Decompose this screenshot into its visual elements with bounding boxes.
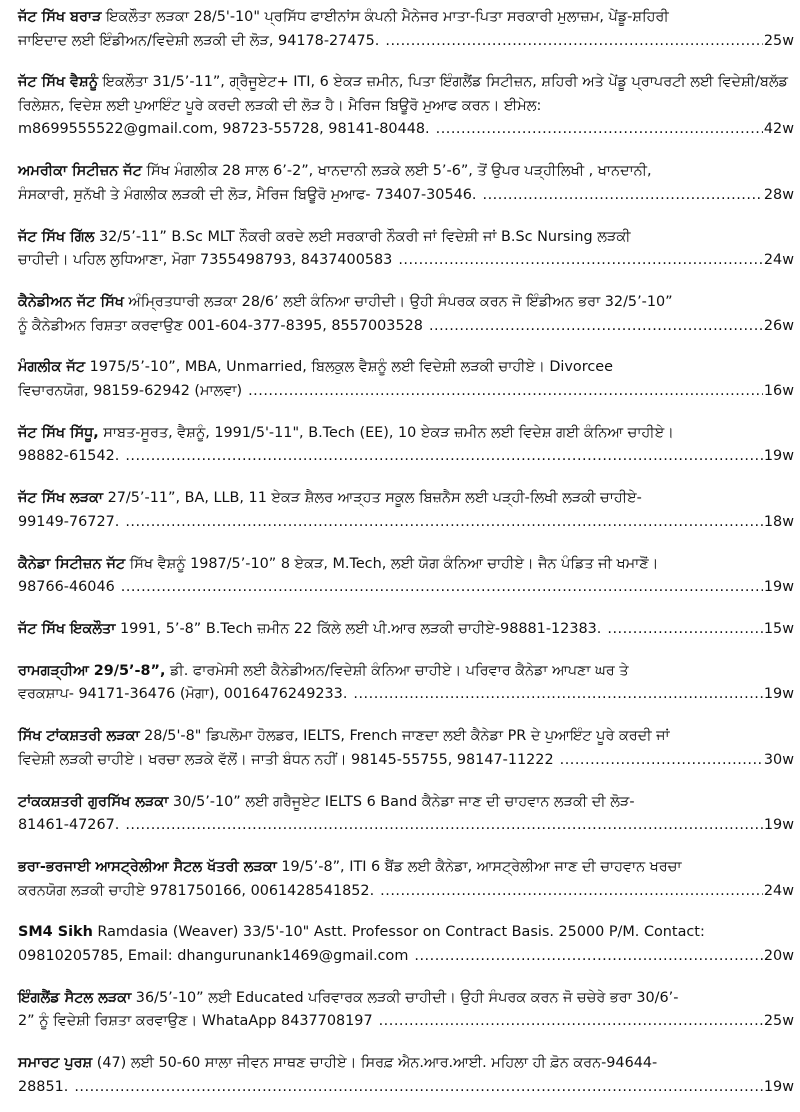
- dot-leader: [385, 30, 763, 54]
- ad-tail: 2” ਨੂੰ ਵਿਦੇਸ਼ੀ ਰਿਸ਼ਤਾ ਕਰਵਾਉਣ। WhataApp 8437708197: [18, 1013, 373, 1030]
- ad-last-line: [18, 945, 794, 969]
- ad-tail: ਵਿਚਾਰਨਯੋਗ, 98159-62942 (ਮਾਲਵਾ): [18, 382, 243, 399]
- ad-last-line: [18, 249, 794, 273]
- ad-tail: ਨੂੰ ਕੈਨੇਡੀਅਨ ਰਿਸ਼ਤਾ ਕਰਵਾਉਣ 001-604-377-8395, 8557003528: [18, 317, 423, 334]
- ad-tail: ਵਰਕਸ਼ਾਪ- 94171-36476 (ਮੋਗਾ), 0016476249233.: [18, 686, 348, 703]
- ad-item: [18, 553, 794, 600]
- ad-body: ਸਾਬਤ-ਸੂਰਤ, ਵੈਸ਼ਨੂੰ, 1991/5'-11", B.Tech (EE), 10 ਏਕੜ ਜ਼ਮੀਨ ਲਈ ਵਿਦੇਸ਼ ਗਈ ਕੰਨਿਆ ਚਾਹੀਏ।: [98, 424, 674, 441]
- ad-body: 19/5’-8”, ITI 6 ਬੈਂਡ ਲਈ ਕੈਨੇਡਾ, ਆਸਟ੍ਰੇਲੀਆ ਜਾਣ ਦੀ ਚਾਹਵਾਨ ਖਰਚਾ: [276, 859, 682, 876]
- ad-word-count: 26w: [763, 317, 794, 334]
- ad-heading: ਜੱਟ ਸਿੱਖ ਲੜਕਾ: [18, 490, 104, 507]
- ad-text: [18, 487, 794, 511]
- dot-leader: [414, 945, 763, 969]
- ad-word-count: 24w: [763, 882, 794, 899]
- ad-tail: m8699555522@gmail.com, 98723-55728, 98141-80448.: [18, 121, 430, 138]
- dot-leader: [379, 1010, 763, 1034]
- ad-heading: ਜੱਟ ਸਿੱਖ ਬਰਾੜ: [18, 9, 102, 25]
- ad-item: [18, 987, 794, 1034]
- ad-item: [18, 356, 794, 403]
- ad-text: [18, 356, 794, 380]
- ad-heading: SM4 Sikh: [18, 924, 93, 941]
- ad-word-count: 19w: [763, 579, 794, 596]
- ad-text: [18, 791, 794, 815]
- ad-body: ਸਿੱਖ ਵੈਸ਼ਨੂੰ 1987/5’-10” 8 ਏਕੜ, M.Tech, ਲਈ ਯੋਗ ਕੰਨਿਆ ਚਾਹੀਏ। ਜੈਨ ਪੰਡਿਤ ਜੀ ਖਮਾਣੋਂ।: [125, 555, 659, 572]
- ad-text: [18, 725, 794, 749]
- ad-tail: 28851.: [18, 1078, 69, 1095]
- ad-item: [18, 291, 794, 338]
- dot-leader: [121, 576, 763, 600]
- ad-last-line: [18, 618, 794, 642]
- ad-body: 32/5’-11” B.Sc MLT ਨੌਕਰੀ ਕਰਦੇ ਲਈ ਸਰਕਾਰੀ ਨੌਕਰੀ ਜਾਂ ਵਿਦੇਸ਼ੀ ਜਾਂ B.Sc Nursing ਲੜਕੀ: [94, 228, 631, 245]
- ad-heading: ਭਰਾ-ਭਰਜਾਈ ਆਸਟ੍ਰੇਲੀਆ ਸੈਟਲ ਖੱਤਰੀ ਲੜਕਾ: [18, 859, 277, 876]
- ad-last-line: [18, 380, 794, 404]
- ad-text: [18, 6, 794, 30]
- ad-last-line: [18, 445, 794, 469]
- ad-tail: ਚਾਹੀਦੀ। ਪਹਿਲ ਲੁਧਿਆਣਾ, ਮੋਗਾ 7355498793, 8437400583: [18, 252, 393, 269]
- ad-last-line: [18, 30, 794, 54]
- dot-leader: [483, 184, 763, 208]
- ad-text: [18, 422, 794, 446]
- ad-body: (47) ਲਈ 50-60 ਸਾਲਾ ਜੀਵਨ ਸਾਥਣ ਚਾਹੀਏ। ਸਿਰਫ਼ ਐਨ.ਆਰ.ਆਈ. ਮਹਿਲਾ ਹੀ ਫ਼ੋਨ ਕਰਨ-94644-: [92, 1055, 658, 1072]
- dot-leader: [607, 618, 763, 642]
- ad-heading: ਜੱਟ ਸਿੱਖ ਗਿੱਲ: [18, 228, 95, 245]
- ad-item: [18, 160, 794, 207]
- ad-last-line: [18, 184, 794, 208]
- ad-body: 28/5'-8" ਡਿਪਲੋਮਾ ਹੋਲਡਰ, IELTS, French ਜਾਣਦਾ ਲਈ ਕੈਨੇਡਾ PR ਦੇ ਪੁਆਇੰਟ ਪੂਰੇ ਕਰਦੀ ਜਾਂ: [139, 728, 670, 745]
- dot-leader: [429, 315, 763, 339]
- ad-heading: ਜੱਟ ਸਿੱਖ ਵੈਸ਼ਨੂੰ: [18, 74, 98, 91]
- dot-leader: [560, 749, 763, 773]
- ad-heading: ਟਾਂਕਕਸ਼ਤਰੀ ਗੁਰਸਿੱਖ ਲੜਕਾ: [18, 793, 169, 810]
- ad-word-count: 19w: [763, 817, 794, 834]
- ad-item: [18, 921, 794, 968]
- ad-body: 30/5’-10” ਲਈ ਗਰੈਜੂਏਟ IELTS 6 Band ਕੈਨੇਡਾ ਜਾਣ ਦੀ ਚਾਹਵਾਨ ਲੜਕੀ ਦੀ ਲੋੜ-: [168, 793, 635, 810]
- ad-word-count: 19w: [763, 448, 794, 465]
- ad-last-line: [18, 1010, 794, 1034]
- ad-word-count: 28w: [763, 186, 794, 203]
- ad-word-count: 24w: [763, 252, 794, 269]
- ad-body: ਡੀ. ਫਾਰਮੇਸੀ ਲਈ ਕੈਨੇਡੀਅਨ/ਵਿਦੇਸ਼ੀ ਕੰਨਿਆ ਚਾਹੀਏ। ਪਰਿਵਾਰ ਕੈਨੇਡਾ ਆਪਣਾ ਘਰ ਤੇ: [165, 662, 629, 679]
- dot-leader: [436, 118, 763, 142]
- ad-heading: ਕੈਨੇਡਾ ਸਿਟੀਜ਼ਨ ਜੱਟ: [18, 555, 126, 572]
- ad-last-line: [18, 749, 794, 773]
- ad-body: ਸਿੱਖ ਮੰਗਲੀਕ 28 ਸਾਲ 6’-2”, ਖਾਨਦਾਨੀ ਲੜਕੇ ਲਈ 5’-6”, ਤੋਂ ਉਪਰ ਪੜ੍ਹੀਲਿਖੀ , ਖਾਨਦਾਨੀ,: [141, 163, 652, 180]
- dot-leader: [125, 511, 763, 535]
- dot-leader: [353, 683, 763, 707]
- ad-body: 27/5’-11”, BA, LLB, 11 ਏਕੜ ਸ਼ੈਲਰ ਆੜ੍ਹਤ ਸਕੂਲ ਬਿਜ਼ਨੈਸ ਲਈ ਪੜ੍ਹੀ-ਲਿਖੀ ਲੜਕੀ ਚਾਹੀਏ-: [103, 490, 642, 507]
- ad-word-count: 20w: [763, 947, 794, 964]
- ad-last-line: [18, 576, 794, 600]
- matrimonial-ads-list: [18, 6, 794, 1099]
- ad-tail: 98766-46046: [18, 579, 115, 596]
- ad-word-count: 16w: [763, 382, 794, 399]
- dot-leader: [125, 445, 763, 469]
- ad-heading: ਮੰਗਲੀਕ ਜੱਟ: [18, 359, 85, 376]
- ad-text: [18, 856, 794, 880]
- ad-body: ਇਕਲੌਤਾ ਲੜਕਾ 28/5'-10" ਪ੍ਰਸਿੱਧ ਫਾਈਨਾਂਸ ਕੰਪਨੀ ਮੈਨੇਜਰ ਮਾਤਾ-ਪਿਤਾ ਸਰਕਾਰੀ ਮੁਲਾਜ਼ਮ, ਪੇਂਡੂ-ਸ਼ਹਿਰੀ: [101, 9, 669, 25]
- ad-heading: ਜੱਟ ਸਿੱਖ ਸਿੱਧੂ,: [18, 424, 99, 441]
- ad-item: [18, 226, 794, 273]
- ad-word-count: 25w: [763, 1013, 794, 1030]
- dot-leader: [125, 814, 763, 838]
- ad-item: [18, 618, 794, 642]
- dot-leader: [398, 249, 763, 273]
- ad-last-line: [18, 683, 794, 707]
- ad-last-line: [18, 511, 794, 535]
- ad-body: ਅੰਮ੍ਰਿਤਧਾਰੀ ਲੜਕਾ 28/6’ ਲਈ ਕੰਨਿਆ ਚਾਹੀਦੀ। ਉਹੀ ਸੰਪਰਕ ਕਰਨ ਜੋ ਇੰਡੀਅਨ ਭਰਾ 32/5’-10”: [123, 294, 673, 311]
- ad-word-count: 30w: [763, 751, 794, 768]
- ad-heading: ਕੈਨੇਡੀਅਨ ਜੱਟ ਸਿੱਖ: [18, 294, 124, 311]
- dot-leader: [74, 1076, 763, 1100]
- ad-item: [18, 422, 794, 469]
- ad-text: [18, 71, 794, 118]
- ad-text: [18, 1052, 794, 1076]
- ad-heading: ਅਮਰੀਕਾ ਸਿਟੀਜ਼ਨ ਜੱਟ: [18, 163, 142, 180]
- ad-tail: ਜਾਇਦਾਦ ਲਈ ਇੰਡੀਅਨ/ਵਿਦੇਸ਼ੀ ਲੜਕੀ ਦੀ ਲੋੜ, 94178-27475.: [18, 32, 380, 49]
- ad-text: [18, 553, 794, 577]
- ad-body: 1975/5’-10”, MBA, Unmarried, ਬਿਲਕੁਲ ਵੈਸ਼ਨੂੰ ਲਈ ਵਿਦੇਸ਼ੀ ਲੜਕੀ ਚਾਹੀਏ। Divorcee: [85, 359, 613, 376]
- ad-item: [18, 6, 794, 53]
- ad-heading: ਸਿੱਖ ਟਾਂਕਸ਼ਤਰੀ ਲੜਕਾ: [18, 728, 140, 745]
- dot-leader: [380, 880, 763, 904]
- ad-item: [18, 791, 794, 838]
- ad-last-line: [18, 814, 794, 838]
- ad-tail: 09810205785, Email: dhangurunank1469@gmail.com: [18, 947, 409, 964]
- ad-item: [18, 725, 794, 772]
- ad-tail: 98882-61542.: [18, 448, 120, 465]
- ad-word-count: 18w: [763, 513, 794, 530]
- ad-text: [18, 921, 794, 945]
- ad-tail: ਕਰਨਯੋਗ ਲੜਕੀ ਚਾਹੀਏ 9781750166, 0061428541852.: [18, 882, 375, 899]
- ad-last-line: [18, 118, 794, 142]
- ad-tail: ਵਿਦੇਸ਼ੀ ਲੜਕੀ ਚਾਹੀਏ। ਖਰਚਾ ਲੜਕੇ ਵੱਲੋਂ। ਜਾਤੀ ਬੰਧਨ ਨਹੀਂ। 98145-55755, 98147-11222: [18, 751, 554, 768]
- ad-tail: 81461-47267.: [18, 817, 120, 834]
- ad-text: [18, 291, 794, 315]
- ad-last-line: [18, 315, 794, 339]
- ad-tail: ਸੰਸਕਾਰੀ, ਸੁਨੱਖੀ ਤੇ ਮੰਗਲੀਕ ਲੜਕੀ ਦੀ ਲੋੜ, ਮੈਰਿਜ ਬਿਊਰੋ ਮੁਆਫ- 73407-30546.: [18, 186, 477, 203]
- ad-body: 36/5’-10” ਲਈ Educated ਪਰਿਵਾਰਕ ਲੜਕੀ ਚਾਹੀਦੀ। ਉਹੀ ਸੰਪਰਕ ਕਰਨ ਜੋ ਚਚੇਰੇ ਭਰਾ 30/6’-: [131, 989, 679, 1006]
- ad-heading: ਜੱਟ ਸਿੱਖ ਇਕਲੌਤਾ: [18, 621, 116, 638]
- ad-word-count: 19w: [763, 1078, 794, 1095]
- dot-leader: [248, 380, 763, 404]
- ad-heading: ਸਮਾਰਟ ਪੁਰਸ਼: [18, 1055, 93, 1072]
- ad-last-line: [18, 1076, 794, 1100]
- ad-item: [18, 856, 794, 903]
- ad-item: [18, 660, 794, 707]
- ad-text: [18, 987, 794, 1011]
- ad-item: [18, 487, 794, 534]
- ad-text: [18, 160, 794, 184]
- ad-last-line: [18, 880, 794, 904]
- ad-word-count: 25w: [763, 32, 794, 49]
- ad-tail: 99149-76727.: [18, 513, 120, 530]
- ad-body: 1991, 5’-8” B.Tech ਜ਼ਮੀਨ 22 ਕਿੱਲੇ ਲਈ ਪੀ.ਆਰ ਲੜਕੀ ਚਾਹੀਏ-98881-12383.: [119, 621, 602, 638]
- ad-body: ਇਕਲੌਤਾ 31/5’-11”, ਗ੍ਰੈਜੂਏਟ+ ITI, 6 ਏਕੜ ਜ਼ਮੀਨ, ਪਿਤਾ ਇੰਗਲੈਂਡ ਸਿਟੀਜ਼ਨ, ਸ਼ਹਿਰੀ ਅਤੇ ਪੇਂਡੂ ਪ੍ਰਾਪਰਟੀ ਲਈ ਵਿਦੇਸ਼ੀ/ਬਲੱਡ ਰਿਲੇਸ਼ਨ, ਵਿਦੇਸ਼ ਲਈ ਪੁਆਇੰਟ ਪੂਰੇ ਕਰਦੀ ਲੜਕੀ ਦੀ ਲੋੜ ਹੈ। ਮੈਰਿਜ ਬਿਊਰੋ ਮੁਆਫ ਕਰਨ। ਈਮੇਲ:: [18, 74, 788, 114]
- ad-text: [18, 660, 794, 684]
- ad-heading: ਇੰਗਲੈਂਡ ਸੈਟਲ ਲੜਕਾ: [18, 989, 132, 1006]
- ad-word-count: 19w: [763, 686, 794, 703]
- ad-body: Ramdasia (Weaver) 33/5'-10" Astt. Professor on Contract Basis. 25000 P/M. Contact:: [92, 924, 705, 941]
- ad-item: [18, 1052, 794, 1099]
- ad-heading: ਰਾਮਗੜ੍ਹੀਆ 29/5’-8”,: [18, 662, 166, 679]
- ad-text: [18, 226, 794, 250]
- ad-word-count: 42w: [763, 121, 794, 138]
- ad-tail: [18, 618, 601, 642]
- ad-word-count: 15w: [763, 621, 794, 638]
- ad-item: [18, 71, 794, 142]
